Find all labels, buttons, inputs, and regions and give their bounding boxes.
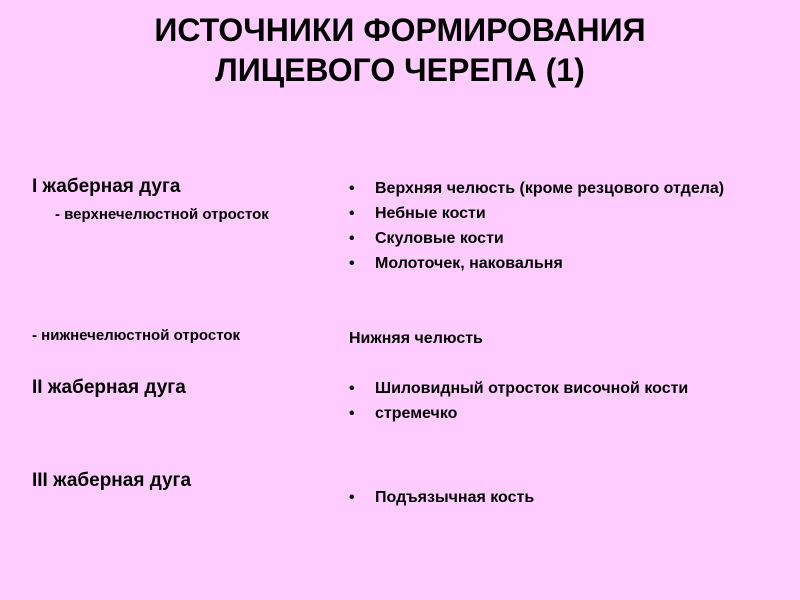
arch2-derivatives-list xyxy=(346,378,746,428)
list-item-text: стремечко xyxy=(375,405,458,422)
list-item xyxy=(346,378,746,400)
bullet-icon: • xyxy=(349,180,355,197)
bullet-icon: • xyxy=(349,230,355,247)
bullet-icon: • xyxy=(349,205,355,222)
bullet-icon: • xyxy=(349,405,355,422)
list-item-text: Небные кости xyxy=(375,205,486,222)
list-item xyxy=(346,203,766,225)
list-item xyxy=(346,487,746,509)
bullet-icon: • xyxy=(349,380,355,397)
title-line-2: ЛИЦЕВОГО ЧЕРЕПА (1) xyxy=(215,52,585,88)
mandible-label: Нижняя челюсть xyxy=(349,330,483,347)
bullet-icon: • xyxy=(349,255,355,272)
mandibular-process-label: - нижнечелюстной отросток xyxy=(32,327,241,344)
list-item xyxy=(346,228,766,250)
arch1-derivatives-list xyxy=(346,178,766,278)
list-item xyxy=(346,178,766,200)
arch3-derivatives-list xyxy=(346,487,746,512)
list-item xyxy=(346,403,746,425)
arch3-label: III жаберная дуга xyxy=(32,470,192,491)
title-line-1: ИСТОЧНИКИ ФОРМИРОВАНИЯ xyxy=(154,12,646,48)
slide-title xyxy=(0,10,800,90)
list-item-text: Скуловые кости xyxy=(375,230,504,247)
list-item xyxy=(346,253,766,275)
arch1-maxillary-process: - верхнечелюстной отросток xyxy=(55,206,269,223)
arch1-label: I жаберная дуга xyxy=(32,176,181,197)
bullet-icon: • xyxy=(349,489,355,506)
list-item-text: Шиловидный отросток височной кости xyxy=(375,380,689,397)
list-item-text: Верхняя челюсть (кроме резцового отдела) xyxy=(375,180,725,197)
list-item-text: Молоточек, наковальня xyxy=(375,255,563,272)
arch2-label: II жаберная дуга xyxy=(32,377,186,398)
list-item-text: Подъязычная кость xyxy=(375,489,535,506)
